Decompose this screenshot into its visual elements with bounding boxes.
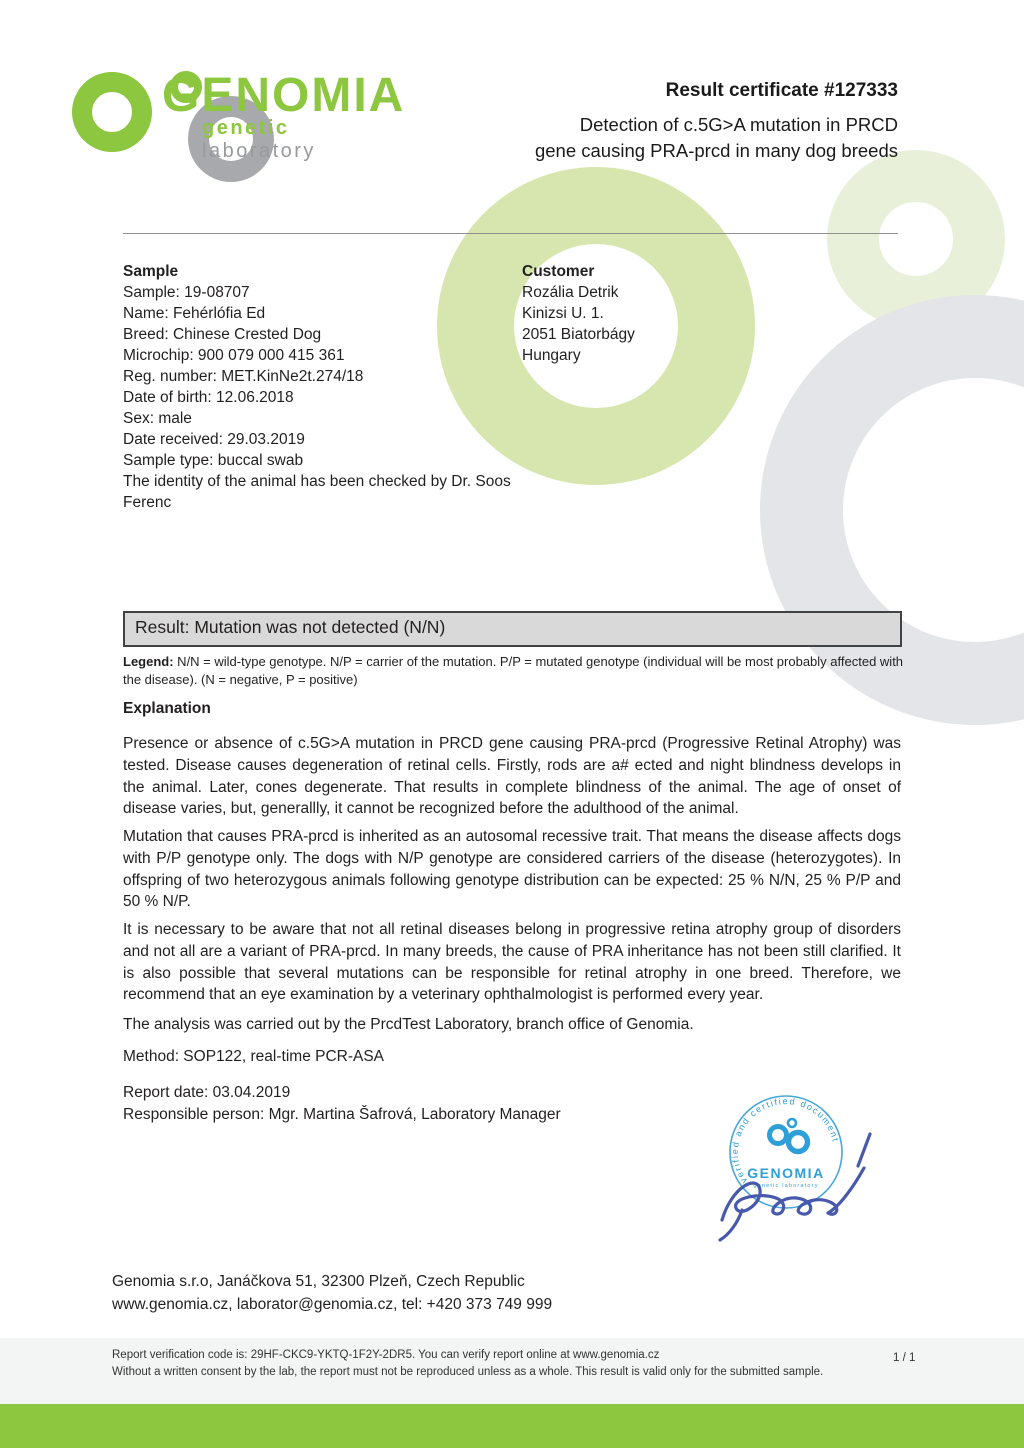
certification-stamp [712,1090,887,1250]
customer-name-line: Rozália Detrik [522,284,619,301]
footer-address-line2: www.genomia.cz, laborator@genomia.cz, tel: +420 373 749 999 [112,1296,553,1313]
sample-heading: Sample [123,263,179,280]
logo-tagline [202,117,316,163]
stamp-tagline-text: genetic laboratory [753,1183,819,1189]
explanation-paragraph-3: It is necessary to be aware that not all retinal diseases belong in progressive retina atrophy group of disorders and not all are a variant of PRA-prcd. In many breeds, the cause of PRA inheritance has not been still clarified. It is also possible that several mutations can be responsible for retinal atrophy in one breed. Therefore, we recommend that an eye examination by a veterinary ophthalmologist is performed every year. [123,921,901,1004]
stamp-graphic [712,1090,887,1250]
stamp-brand-text: GENOMIA [747,1165,825,1181]
sample-type-line: Sample type: buccal swab [123,452,304,469]
certificate-title: Result certificate #127333 [665,80,898,101]
page-number: 1 / 1 [893,1352,916,1364]
responsible-person-line: Responsible person: Mgr. Martina Šafrová, Laboratory Manager [123,1106,561,1123]
verification-line1: Report verification code is: 29HF-CKC9-YKTQ-1F2Y-2DR5. You can verify report online at www.genomia.cz [112,1349,660,1361]
sample-name-line: Name: Fehérlófia Ed [123,305,266,322]
customer-country-line: Hungary [522,347,581,364]
explanation-heading: Explanation [123,700,211,717]
sample-regnumber-line: Reg. number: MET.KinNe2t.274/18 [123,368,364,385]
verification-line2: Without a written consent by the lab, the report must not be reproduced unless as a whole. This result is valid only for the submitted sample. [112,1366,824,1378]
certificate-subtitle-line1: Detection of c.5G>A mutation in PRCD [579,114,898,135]
logo-tagline-laboratory: laboratory [202,140,316,162]
result-box: Result: Mutation was not detected (N/N) [123,611,902,647]
stamp-ring-text: verified and certified document [729,1096,841,1186]
customer-street-line: Kinizsi U. 1. [522,305,604,322]
sample-identity-line: The identity of the animal has been checked by Dr. Soos Ferenc [123,473,511,511]
sample-received-line: Date received: 29.03.2019 [123,431,305,448]
analysis-note: The analysis was carried out by the PrcdTest Laboratory, branch office of Genomia. [123,1016,694,1033]
header-title-block [535,80,898,164]
header-divider [123,233,898,234]
footer-address [112,1270,552,1316]
customer-city-line: 2051 Biatorbágy [522,326,635,343]
footer-address-line1: Genomia s.r.o, Janáčkova 51, 32300 Plzeň, Czech Republic [112,1273,525,1290]
customer-section [522,261,852,366]
customer-heading: Customer [522,263,595,280]
verification-note [112,1347,832,1381]
legend-text: N/N = wild-type genotype. N/P = carrier of the mutation. P/P = mutated genotype (individual will be most probably affected with the disease). (N = negative, P = positive) [123,654,904,687]
logo-brand-text: GENOMIA [162,69,406,122]
stamp-logo-icon [770,1119,808,1152]
explanation-paragraph-2: Mutation that causes PRA-prcd is inherited as an autosomal recessive trait. That means the disease affects dogs with P/P genotype only. The dogs with N/P genotype are considered carriers of the disease (heterozygotes). In offspring of two heterozygous animals following genotype distribution can be expected: 25 % N/N, 25 % P/P and 50 % N/P. [123,828,901,911]
sample-birthdate-line: Date of birth: 12.06.2018 [123,389,294,406]
sample-sex-line: Sex: male [123,410,192,427]
explanation-paragraph-1: Presence or absence of c.5G>A mutation in PRCD gene causing PRA-prcd (Progressive Retinal Atrophy) was tested. Disease causes degeneration of retinal cells. Firstly, rods are a# ected and night blindness develops in the animal. Later, cones degenerate. That results in complete blindness of the animal. The age of onset of disease varies, but, generallly, it cannot be recognized before the adulthood of the animal. [123,735,901,818]
sample-microchip-line: Microchip: 900 079 000 415 361 [123,347,345,364]
sample-breed-line: Breed: Chinese Crested Dog [123,326,322,343]
report-date-line: Report date: 03.04.2019 [123,1084,291,1101]
certificate-subtitle-line2: gene causing PRA-prcd in many dog breeds [534,140,898,161]
certificate-subtitle [535,112,898,164]
logo-tagline-genetic: genetic [202,117,290,139]
sample-section [123,261,518,513]
bottom-green-bar [0,1404,1024,1448]
sample-id-line: Sample: 19-08707 [123,284,250,301]
method-line: Method: SOP122, real-time PCR-ASA [123,1048,385,1065]
logo-circle-icon [72,72,152,152]
legend-label: Legend: [123,654,174,669]
legend [123,653,905,688]
